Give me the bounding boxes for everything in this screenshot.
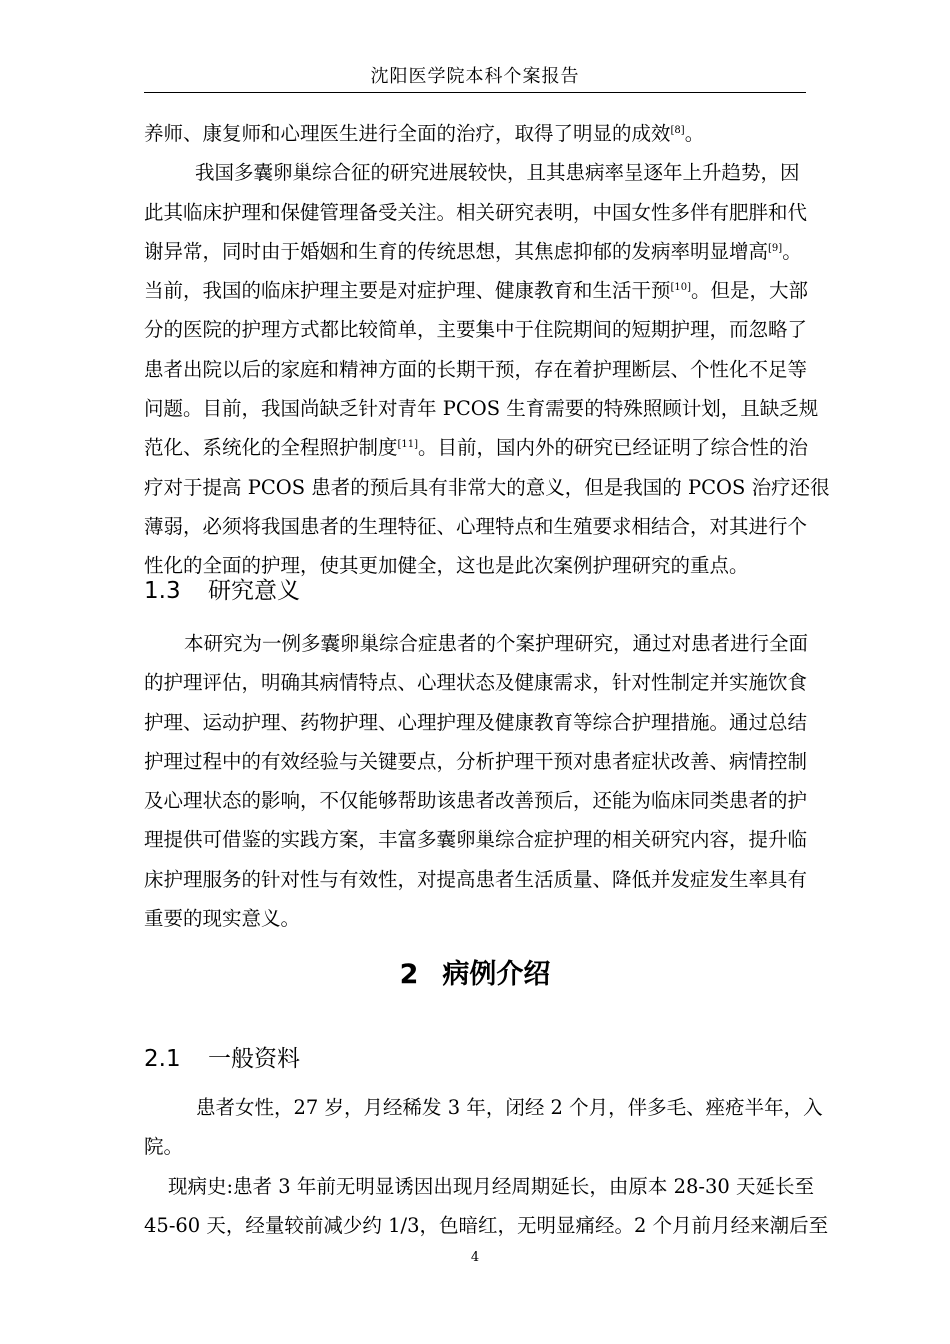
section-2-1-text bbox=[144, 1088, 829, 1245]
text-line: 护理过程中的有效经验与关键要点，分析护理干预对患者症状改善、病情控制 bbox=[144, 749, 808, 773]
text-line: 薄弱，必须将我国患者的生理特征、心理特点和生殖要求相结合，对其进行个 bbox=[144, 514, 808, 538]
running-header: 沈阳医学院本科个案报告 bbox=[370, 66, 580, 87]
text-line: 的护理评估，明确其病情特点、心理状态及健康需求，针对性制定并实施饮食 bbox=[144, 671, 808, 695]
text-line: 本研究为一例多囊卵巢综合症患者的个案护理研究，通过对患者进行全面 bbox=[184, 632, 809, 655]
text-line: 院。 bbox=[144, 1135, 184, 1159]
text-line: 养师、康复师和心理医生进行全面的治疗，取得了明显的成效[8]。 bbox=[144, 122, 705, 145]
page-number: 4 bbox=[470, 1250, 480, 1265]
text-line: 分的医院的护理方式都比较简单，主要集中于住院期间的短期护理，而忽略了 bbox=[144, 318, 808, 342]
section-title: 一般资料 bbox=[208, 1046, 300, 1072]
citation: [9] bbox=[768, 242, 783, 254]
citation: [10] bbox=[670, 282, 692, 294]
text-line: 此其临床护理和保健管理备受关注。相关研究表明，中国女性多伴有肥胖和代 bbox=[144, 200, 808, 224]
section-title: 研究意义 bbox=[208, 578, 300, 604]
text-line: 患者女性，27 岁，月经稀发 3 年，闭经 2 个月，伴多毛、痤疮半年，入 bbox=[196, 1096, 823, 1119]
text-line: 性化的全面的护理，使其更加健全，这也是此次案例护理研究的重点。 bbox=[144, 554, 749, 578]
citation: [8] bbox=[670, 125, 685, 136]
section-1-3-text bbox=[144, 624, 809, 938]
previous-section-text bbox=[144, 114, 830, 586]
text-line: 及心理状态的影响，不仅能够帮助该患者改善预后，还能为临床同类患者的护 bbox=[144, 789, 808, 813]
section-number: 1.3 bbox=[144, 578, 181, 604]
text-line: 床护理服务的针对性与有效性，对提高患者生活质量、降低并发症发生率具有 bbox=[144, 867, 808, 891]
text-line: 理提供可借鉴的实践方案，丰富多囊卵巢综合症护理的相关研究内容，提升临 bbox=[144, 828, 808, 852]
text-line: 问题。目前，我国尚缺乏针对青年 PCOS 生育需要的特殊照顾计划，且缺乏规 bbox=[144, 397, 819, 421]
chapter-number: 2 bbox=[399, 959, 419, 990]
text-line: 护理、运动护理、药物护理、心理护理及健康教育等综合护理措施。通过总结 bbox=[144, 710, 808, 734]
text-line: 疗对于提高 PCOS 患者的预后具有非常大的意义，但是我国的 PCOS 治疗还很 bbox=[144, 475, 830, 499]
chapter-title: 病例介绍 bbox=[442, 959, 551, 990]
text-line: 患者出院以后的家庭和精神方面的长期干预，存在着护理断层、个性化不足等 bbox=[144, 357, 808, 381]
text-line: 45-60 天，经量较前减少约 1/3，色暗红，无明显痛经。2 个月前月经来潮后至 bbox=[144, 1213, 829, 1237]
citation: [11] bbox=[397, 439, 419, 451]
section-heading-2-1 bbox=[144, 1040, 300, 1073]
text-line: 重要的现实意义。 bbox=[144, 907, 301, 931]
section-heading-1-3 bbox=[144, 572, 300, 605]
text-line: 谢异常，同时由于婚姻和生育的传统思想，其焦虑抑郁的发病率明显增高[9]。 bbox=[144, 239, 802, 263]
section-number: 2.1 bbox=[144, 1046, 181, 1072]
text-line: 现病史:患者 3 年前无明显诱因出现月经周期延长，由原本 28-30 天延长至 bbox=[168, 1174, 814, 1198]
header-rule bbox=[144, 92, 806, 93]
chapter-heading-2 bbox=[0, 952, 950, 991]
text-line: 范化、系统化的全程照护制度[11]。目前，国内外的研究已经证明了综合性的治 bbox=[144, 436, 809, 460]
text-line: 当前，我国的临床护理主要是对症护理、健康教育和生活干预[10]。但是，大部 bbox=[144, 279, 809, 303]
text-line: 我国多囊卵巢综合征的研究进展较快，且其患病率呈逐年上升趋势，因 bbox=[195, 161, 800, 185]
